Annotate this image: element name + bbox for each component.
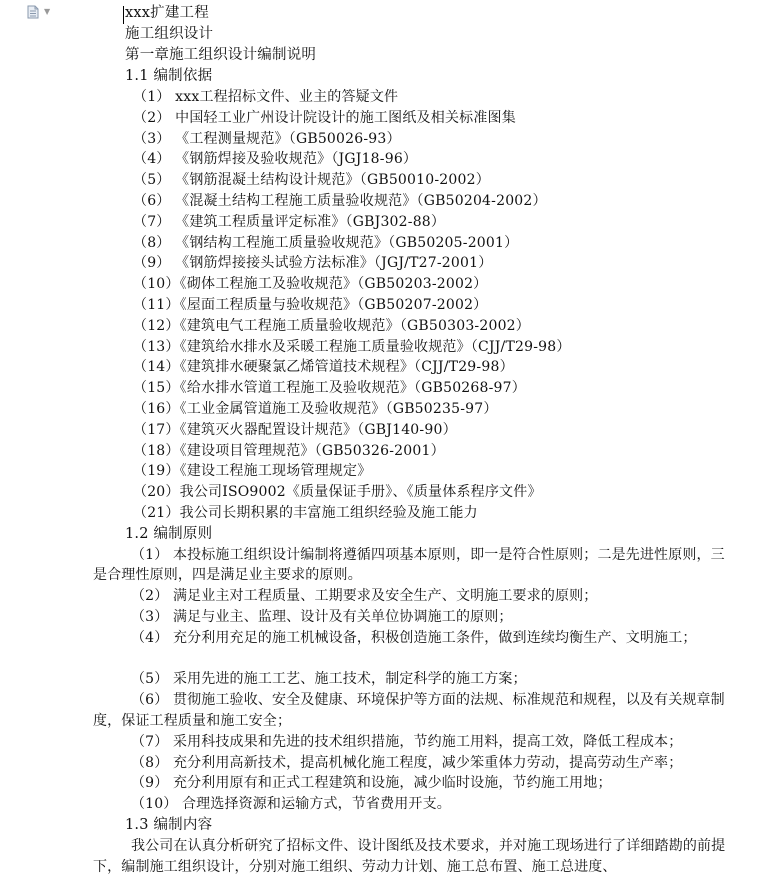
list-item: （12）《建筑电气工程施工质量验收规范》（GB50303-2002） <box>133 317 530 334</box>
paragraph: （3） 满足与业主、监理、设计及有关单位协调施工的原则； <box>131 609 513 625</box>
list-item: （19）《建设工程施工现场管理规定》 <box>133 463 372 480</box>
list-item: （8） 《钢结构工程施工质量验收规范》（GB50205-2001） <box>133 234 519 251</box>
list-item: （18）《建设项目管理规范》（GB50326-2001） <box>133 442 445 459</box>
section-heading: 1.3 编制内容 <box>125 817 213 833</box>
list-item: （20）我公司ISO9002《质量保证手册》、《质量体系程序文件》 <box>133 484 542 501</box>
dropdown-arrow-icon[interactable]: ▼ <box>44 7 51 16</box>
list-item: （11）《屋面工程质量与验收规范》（GB50207-2002） <box>133 297 488 313</box>
doc-title: xxx扩建工程 <box>125 5 209 21</box>
paragraph: （2） 满足业主对工程质量、工期要求及安全生产、文明施工要求的原则； <box>131 588 598 605</box>
list-item: （10）《砌体工程施工及验收规范》（GB50203-2002） <box>133 276 488 293</box>
section-heading: 1.1 编制依据 <box>125 68 213 84</box>
paragraph: 我公司在认真分析研究了招标文件、设计图纸及技术要求，并对施工现场进行了详细踏勘的前提下，编制施工组织设计，分别对施工组织、劳动力计划、施工总布置、施工总进度、 <box>93 837 726 875</box>
list-item: （9） 《钢筋焊接接头试验方法标准》（JGJ/T27-2001） <box>133 255 493 272</box>
paragraph: （7） 采用科技成果和先进的技术组织措施，节约施工用料，提高工效，降低工程成本； <box>131 733 683 750</box>
list-item: （21）我公司长期积累的丰富施工组织经验及施工能力 <box>133 505 478 521</box>
list-item: （1） xxx工程招标文件、业主的答疑文件 <box>133 89 399 105</box>
paragraph: （10） 合理选择资源和运输方式，节省费用开支。 <box>131 796 451 813</box>
list-item: （5） 《钢筋混凝土结构设计规范》（GB50010-2002） <box>133 172 490 189</box>
paragraph: （5） 采用先进的施工工艺、施工技术，制定科学的施工方案； <box>131 671 527 688</box>
text-cursor <box>123 6 124 24</box>
paragraph: （8） 充分利用高新技术，提高机械化施工程度，减少笨重体力劳动，提高劳动生产率； <box>131 754 683 771</box>
list-item: （16）《工业金属管道施工及验收规范》（GB50235-97） <box>133 401 498 417</box>
chapter-heading: 第一章施工组织设计编制说明 <box>125 47 317 63</box>
paragraph: （6） 贯彻施工验收、安全及健康、环境保护等方面的法规、标准规范和规程，以及有关规章制度，保证工程质量和施工安全； <box>93 692 725 729</box>
list-item: （14）《建筑排水硬聚氯乙烯管道技术规程》（CJJ/T29-98） <box>133 359 514 376</box>
list-item: （13）《建筑给水排水及采暖工程施工质量验收规范》（CJJ/T29-98） <box>133 338 571 355</box>
doc-subtitle: 施工组织设计 <box>125 26 214 42</box>
list-item: （2） 中国轻工业广州设计院设计的施工图纸及相关标准图集 <box>133 109 516 126</box>
list-item: （15）《给水排水管道工程施工及验收规范》（GB50268-97） <box>133 380 526 397</box>
paragraph: （9） 充分利用原有和正式工程建筑和设施，减少临时设施，节约施工用地； <box>131 775 612 792</box>
document-icon[interactable] <box>26 5 40 19</box>
list-item: （6） 《混凝土结构工程施工质量验收规范》（GB50204-2002） <box>133 193 547 209</box>
section-heading: 1.2 编制原则 <box>125 525 213 542</box>
paragraph: （4） 充分利用充足的施工机械设备，积极创造施工条件，做到连续均衡生产、文明施工； <box>131 629 697 646</box>
list-item: （7） 《建筑工程质量评定标准》（GBJ302-88） <box>133 213 446 230</box>
list-item: （17）《建筑灭火器配置设计规范》（GBJ140-90） <box>133 421 457 438</box>
list-item: （3） 《工程测量规范》（GB50026-93） <box>133 130 401 147</box>
list-item: （4） 《钢筋焊接及验收规范》（JGJ18-96） <box>133 151 418 168</box>
paragraph: （1） 本投标施工组织设计编制将遵循四项基本原则，即一是符合性原则；二是先进性原则，三是合理性原则，四是满足业主要求的原则。 <box>93 546 725 584</box>
